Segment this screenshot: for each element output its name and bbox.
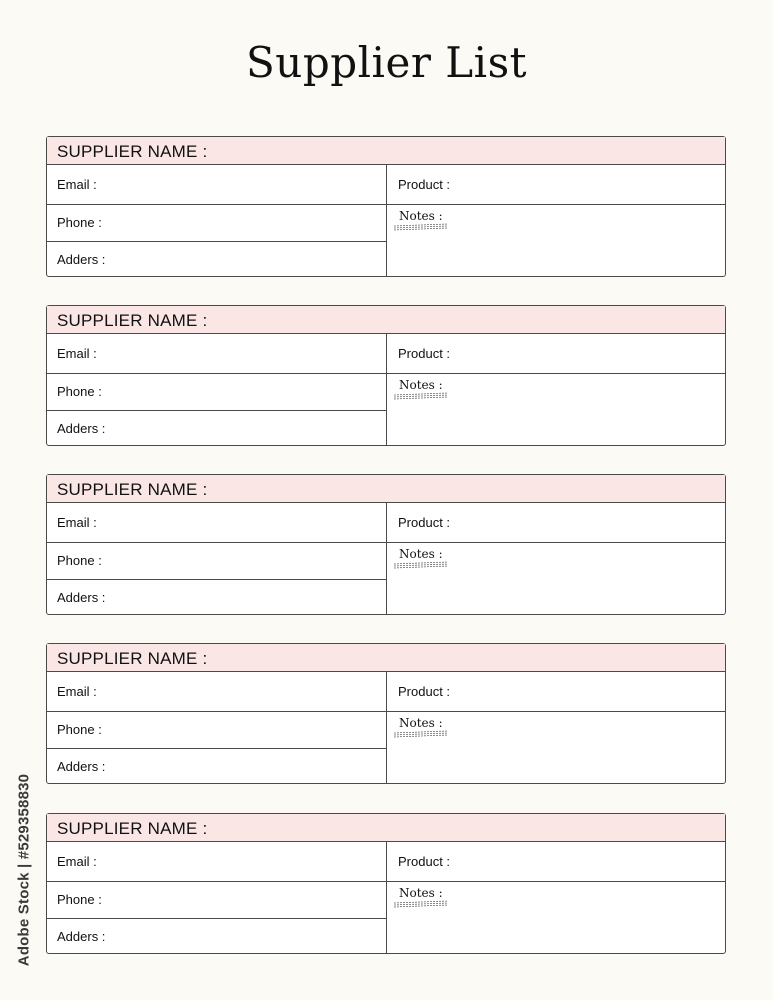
notes-underline [393, 900, 449, 908]
column-divider [386, 334, 387, 445]
address-field[interactable]: Adders : [57, 252, 106, 267]
phone-field[interactable]: Phone : [57, 722, 102, 737]
page-title: Supplier List [246, 38, 527, 87]
address-field[interactable]: Adders : [57, 929, 106, 944]
column-divider [386, 842, 387, 953]
phone-field[interactable]: Phone : [57, 384, 102, 399]
notes-field[interactable]: Notes : [399, 716, 443, 730]
phone-field[interactable]: Phone : [57, 892, 102, 907]
product-field[interactable]: Product : [398, 177, 451, 192]
email-field[interactable]: Email : [57, 684, 97, 699]
email-field[interactable]: Email : [57, 854, 97, 869]
product-field[interactable]: Product : [398, 515, 451, 530]
stock-watermark [13, 752, 35, 988]
row-divider [47, 241, 386, 242]
supplier-card [46, 305, 726, 446]
supplier-card [46, 813, 726, 954]
phone-field[interactable]: Phone : [57, 215, 102, 230]
address-field[interactable]: Adders : [57, 421, 106, 436]
row-divider [47, 748, 386, 749]
supplier-name-field[interactable]: SUPPLIER NAME : [47, 644, 725, 672]
email-field[interactable]: Email : [57, 177, 97, 192]
notes-underline [393, 561, 449, 569]
supplier-card [46, 474, 726, 615]
column-divider [386, 672, 387, 783]
email-field[interactable]: Email : [57, 515, 97, 530]
notes-field[interactable]: Notes : [399, 547, 443, 561]
notes-underline [393, 223, 449, 231]
row-divider [47, 579, 386, 580]
email-field[interactable]: Email : [57, 346, 97, 361]
row-divider [47, 918, 386, 919]
column-divider [386, 503, 387, 614]
product-field[interactable]: Product : [398, 854, 451, 869]
supplier-card [46, 136, 726, 277]
watermark-text: Adobe Stock | #529358830 [15, 773, 33, 967]
row-divider [47, 410, 386, 411]
supplier-card [46, 643, 726, 784]
supplier-name-field[interactable]: SUPPLIER NAME : [47, 814, 725, 842]
notes-field[interactable]: Notes : [399, 886, 443, 900]
supplier-name-field[interactable]: SUPPLIER NAME : [47, 475, 725, 503]
supplier-name-field[interactable]: SUPPLIER NAME : [47, 137, 725, 165]
product-field[interactable]: Product : [398, 346, 451, 361]
address-field[interactable]: Adders : [57, 590, 106, 605]
row-divider [47, 711, 725, 712]
phone-field[interactable]: Phone : [57, 553, 102, 568]
row-divider [47, 542, 725, 543]
supplier-name-field[interactable]: SUPPLIER NAME : [47, 306, 725, 334]
notes-field[interactable]: Notes : [399, 378, 443, 392]
product-field[interactable]: Product : [398, 684, 451, 699]
row-divider [47, 204, 725, 205]
row-divider [47, 881, 725, 882]
address-field[interactable]: Adders : [57, 759, 106, 774]
row-divider [47, 373, 725, 374]
column-divider [386, 165, 387, 276]
notes-underline [393, 392, 449, 400]
notes-field[interactable]: Notes : [399, 209, 443, 223]
notes-underline [393, 730, 449, 738]
